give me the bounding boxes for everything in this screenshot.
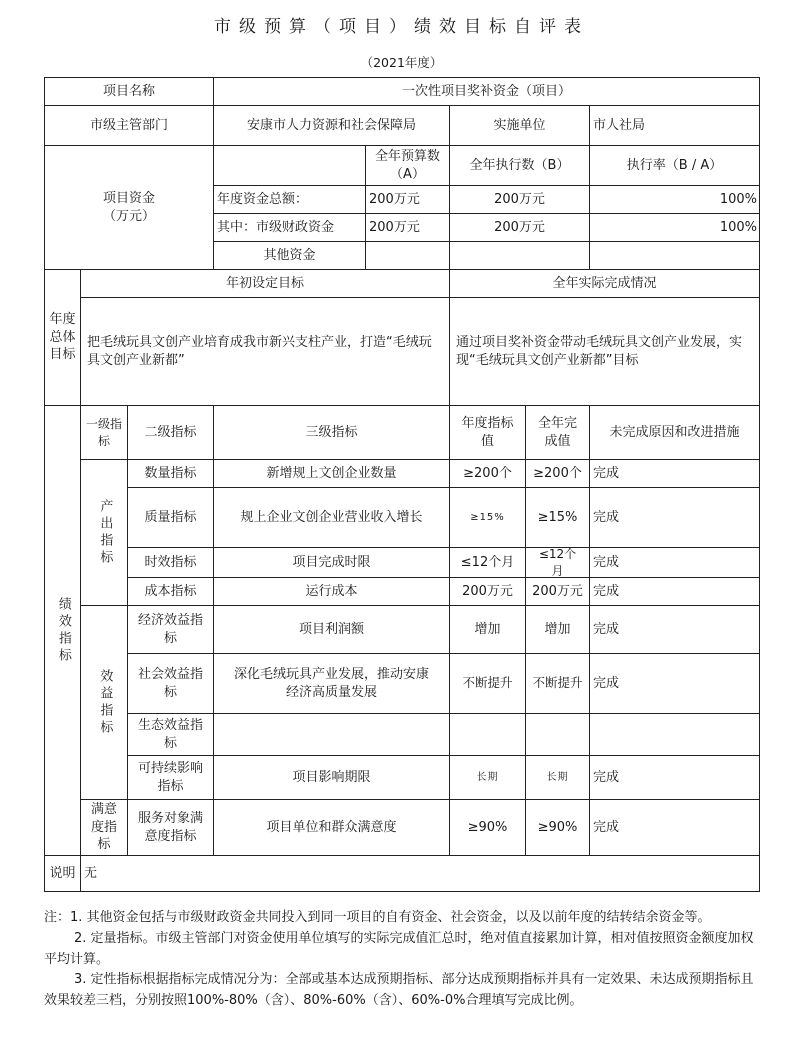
row-cost-actual: 200万元	[525, 577, 590, 606]
row-social-actual: 不断提升	[525, 653, 590, 714]
row-sustain-actual: 长期	[525, 755, 590, 800]
row-eco-target	[449, 713, 526, 756]
row-economic-l2: 经济效益指标	[127, 605, 214, 654]
funds-label: 项目资金 （万元）	[44, 145, 214, 270]
perf-header-l2: 二级指标	[127, 405, 214, 460]
group-satisfaction-label: 满意度指标	[80, 799, 128, 856]
funds-row-city-label: 其中：市级财政资金	[213, 213, 366, 242]
funds-row-total-label: 年度资金总额：	[213, 185, 366, 214]
group-benefit-label	[80, 605, 128, 800]
row-cost-l3: 运行成本	[213, 577, 450, 606]
row-satisfaction-actual: ≥90%	[525, 799, 590, 856]
dept-value: 安康市人力资源和社会保障局	[213, 105, 450, 146]
row-eco-l3	[213, 713, 450, 756]
perf-header-reason: 未完成原因和改进措施	[589, 405, 760, 460]
year-label: （2021年度）	[360, 55, 443, 70]
group-output-text: 产出指标	[97, 498, 113, 567]
footnote-3: 3. 定性指标根据指标完成情况分为：全部或基本达成预期指标、部分达成预期指标并具有一定效果、未达成预期指标且效果较差三档，分别按照100%-80%（含）、80%-60%（含）、60%-0%合理填写完成比例。	[44, 972, 754, 1009]
row-social-l2: 社会效益指标	[127, 653, 214, 714]
project-name-label: 项目名称	[44, 77, 214, 106]
impl-value: 市人社局	[589, 105, 760, 146]
row-economic-actual: 增加	[525, 605, 590, 654]
funds-col-rate: 执行率（B / A）	[589, 145, 760, 186]
goal-set-text: 把毛绒玩具文创产业培育成我市新兴支柱产业，打造“毛绒玩具文创产业新都”	[80, 297, 450, 406]
row-cost-target: 200万元	[449, 577, 526, 606]
dept-label: 市级主管部门	[44, 105, 214, 146]
impl-label: 实施单位	[449, 105, 590, 146]
remark-value: 无	[80, 855, 760, 892]
page-title: 市级预算（项目）绩效目标自评表	[214, 17, 589, 37]
project-name-value: 一次性项目奖补资金（项目）	[213, 77, 760, 106]
row-eco-actual	[525, 713, 590, 756]
row-timeliness-actual: ≤12个月	[525, 547, 590, 578]
row-timeliness-l3: 项目完成时限	[213, 547, 450, 578]
goal-label: 年度总体目标	[44, 269, 81, 406]
row-quality-reason: 完成	[589, 487, 760, 548]
funds-row-city-rate: 100%	[589, 213, 760, 242]
row-quality-l2: 质量指标	[127, 487, 214, 548]
row-cost-reason: 完成	[589, 577, 760, 606]
row-satisfaction-reason: 完成	[589, 799, 760, 856]
row-sustain-l3: 项目影响期限	[213, 755, 450, 800]
goal-actual-header: 全年实际完成情况	[449, 269, 760, 298]
row-quality-actual: ≥15%	[525, 487, 590, 548]
perf-header-target: 年度指标值	[449, 405, 526, 460]
row-quality-target: ≥15%	[449, 487, 526, 548]
group-benefit-text: 效益指标	[97, 668, 113, 737]
row-eco-l2: 生态效益指标	[127, 713, 214, 756]
funds-row-other-rate	[589, 241, 760, 270]
row-social-l3: 深化毛绒玩具产业发展，推动安康经济高质量发展	[213, 653, 450, 714]
funds-row-other-exec	[449, 241, 590, 270]
footnote-1: 注：1. 其他资金包括与市级财政资金共同投入到同一项目的自有资金、社会资金，以及以前年度的结转结余资金等。	[44, 910, 711, 925]
funds-row-total-budget: 200万元	[365, 185, 450, 214]
row-economic-reason: 完成	[589, 605, 760, 654]
row-social-target: 不断提升	[449, 653, 526, 714]
row-quantity-target: ≥200个	[449, 459, 526, 488]
funds-col-exec: 全年执行数（B）	[449, 145, 590, 186]
row-satisfaction-l2: 服务对象满意度指标	[127, 799, 214, 856]
perf-header-actual: 全年完成值	[525, 405, 590, 460]
row-economic-l3: 项目利润额	[213, 605, 450, 654]
funds-row-other-label: 其他资金	[213, 241, 366, 270]
row-satisfaction-target: ≥90%	[449, 799, 526, 856]
footnote-2: 2. 定量指标。市级主管部门对资金使用单位填写的实际完成值汇总时，绝对值直接累加计算，相对值按照资金额度加权平均计算。	[44, 930, 754, 967]
row-quantity-reason: 完成	[589, 459, 760, 488]
row-quantity-l2: 数量指标	[127, 459, 214, 488]
row-quantity-actual: ≥200个	[525, 459, 590, 488]
perf-header-l1: 一级指标	[80, 405, 128, 460]
row-sustain-l2: 可持续影响指标	[127, 755, 214, 800]
funds-header-blank	[213, 145, 366, 186]
row-eco-reason	[589, 713, 760, 756]
perf-label-text: 绩效指标	[55, 596, 71, 665]
row-timeliness-reason: 完成	[589, 547, 760, 578]
funds-row-city-exec: 200万元	[449, 213, 590, 242]
row-satisfaction-l3: 项目单位和群众满意度	[213, 799, 450, 856]
row-cost-l2: 成本指标	[127, 577, 214, 606]
row-economic-target: 增加	[449, 605, 526, 654]
goal-actual-text: 通过项目奖补资金带动毛绒玩具文创产业发展，实现“毛绒玩具文创产业新都”目标	[449, 297, 760, 406]
remark-label: 说明	[44, 855, 81, 892]
footnotes	[44, 908, 760, 1012]
row-quantity-l3: 新增规上文创企业数量	[213, 459, 450, 488]
perf-header-l3: 三级指标	[213, 405, 450, 460]
row-timeliness-l2: 时效指标	[127, 547, 214, 578]
funds-row-total-rate: 100%	[589, 185, 760, 214]
funds-row-other-budget	[365, 241, 450, 270]
perf-label	[44, 405, 81, 856]
row-sustain-target: 长期	[449, 755, 526, 800]
row-sustain-reason: 完成	[589, 755, 760, 800]
row-timeliness-target: ≤12个月	[449, 547, 526, 578]
row-quality-l3: 规上企业文创企业营业收入增长	[213, 487, 450, 548]
group-output-label	[80, 459, 128, 606]
row-social-reason: 完成	[589, 653, 760, 714]
funds-col-budget: 全年预算数（A）	[365, 145, 450, 186]
funds-row-city-budget: 200万元	[365, 213, 450, 242]
funds-row-total-exec: 200万元	[449, 185, 590, 214]
goal-set-header: 年初设定目标	[80, 269, 450, 298]
